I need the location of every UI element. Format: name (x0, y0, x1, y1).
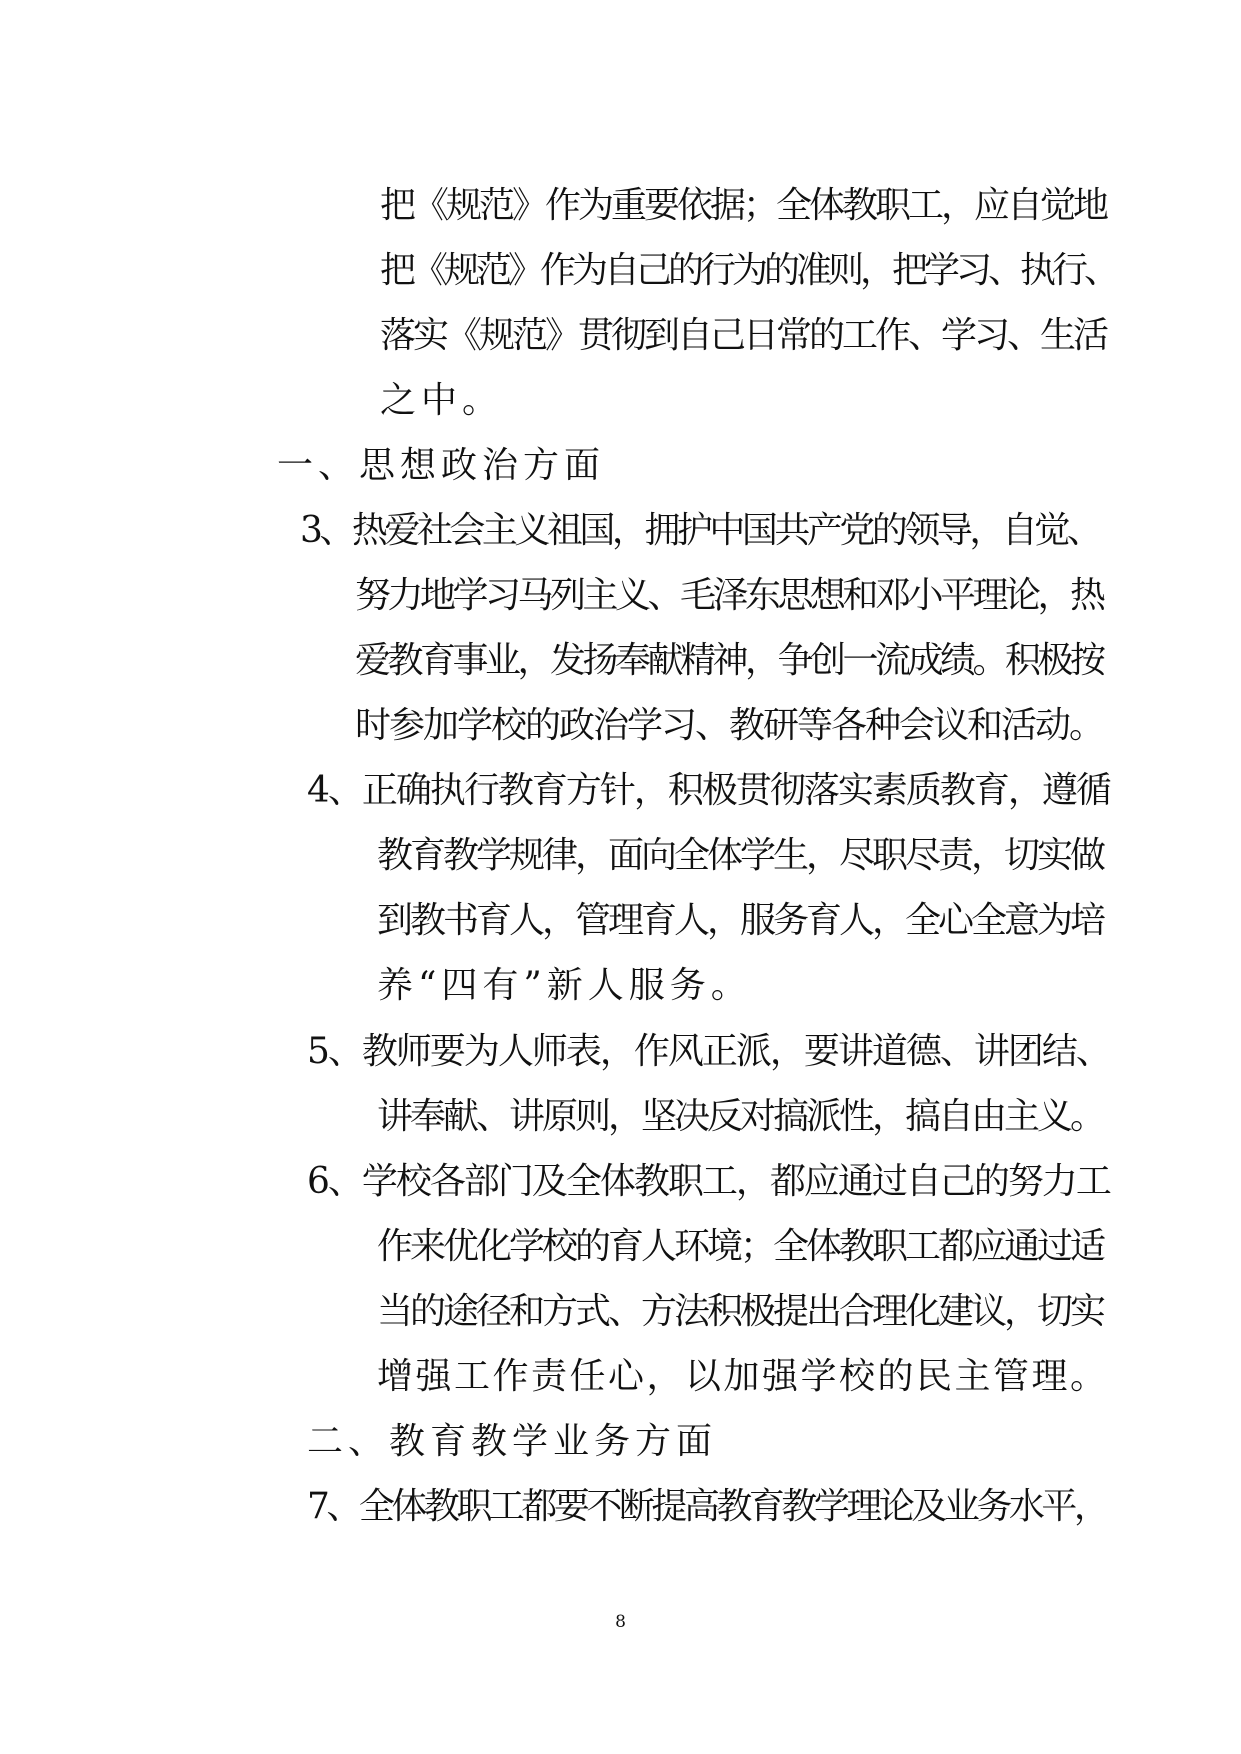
list-item-line: 4、正确执行教育方针，积极贯彻落实素质教育，遵循 (307, 770, 1110, 811)
list-item-line: 3、热爱社会主义祖国，拥护中国共产党的领导，自觉、 (300, 510, 1100, 551)
intro-line: 把《规范》作为自己的行为的准则，把学习、执行、 (380, 250, 1117, 291)
list-item-line: 增强工作责任心，以加强学校的民主管理。 (377, 1356, 1109, 1397)
list-item-line: 养“四有”新人服务。 (377, 965, 752, 1006)
list-item-line: 作来优化学校的育人环境；全体教职工都应通过适 (377, 1226, 1104, 1267)
intro-line: 之中。 (380, 380, 504, 421)
list-item-line: 5、教师要为人师表，作风正派，要讲道德、讲团结、 (307, 1031, 1110, 1072)
intro-line: 落实《规范》贯彻到自己日常的工作、学习、生活 (380, 315, 1107, 356)
list-item-line: 爱教育事业，发扬奉献精神，争创一流成绩。积极按 (355, 640, 1103, 681)
page-number: 8 (615, 1612, 626, 1632)
intro-line: 把《规范》作为重要依据；全体教职工，应自觉地 (380, 185, 1107, 226)
list-item-line: 到教书育人，管理育人，服务育人，全心全意为培 (377, 900, 1104, 941)
section-heading: 二、教育教学业务方面 (307, 1421, 718, 1462)
list-item-line: 7、全体教职工都要不断提高教育教学理论及业务水平， (307, 1486, 1107, 1527)
list-item-line: 讲奉献、讲原则，坚决反对搞派性，搞自由主义。 (377, 1096, 1104, 1137)
list-item-line: 时参加学校的政治学习、教研等各种会议和活动。 (355, 705, 1104, 746)
list-item-line: 当的途径和方式、方法积极提出合理化建议，切实 (377, 1291, 1104, 1332)
list-item-line: 教育教学规律，面向全体学生，尽职尽责，切实做 (377, 835, 1104, 876)
list-item-line: 6、学校各部门及全体教职工，都应通过自己的努力工 (307, 1161, 1110, 1202)
section-heading: 一、思想政治方面 (277, 445, 606, 486)
list-item-line: 努力地学习马列主义、毛泽东思想和邓小平理论，热 (355, 575, 1103, 616)
